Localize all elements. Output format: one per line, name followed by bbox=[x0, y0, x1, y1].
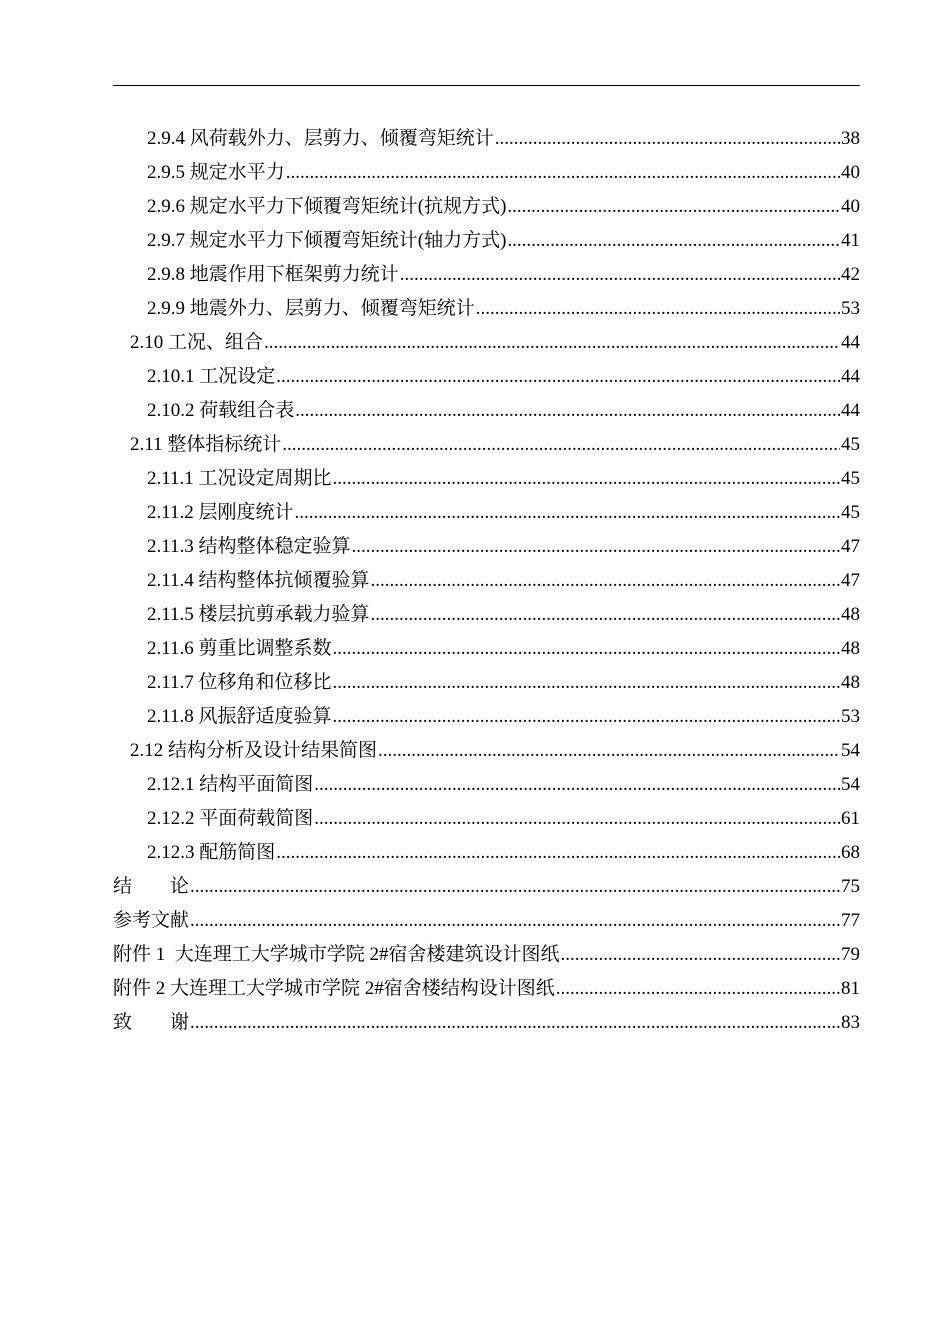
toc-entry-page: 53 bbox=[841, 706, 860, 727]
toc-entry-title: 2.11.4 结构整体抗倾覆验算 bbox=[147, 570, 370, 591]
toc-entry-page: 81 bbox=[841, 978, 860, 999]
toc-dot-leader bbox=[282, 428, 840, 462]
toc-entry-appendix-1 bbox=[113, 938, 860, 972]
toc-entry-title: 2.11.5 楼层抗剪承载力验算 bbox=[147, 604, 370, 625]
toc-dot-leader bbox=[371, 598, 840, 632]
toc-entry bbox=[113, 326, 860, 360]
toc-entry bbox=[113, 734, 860, 768]
toc-entry-title: 2.11.7 位移角和位移比 bbox=[147, 672, 332, 693]
toc-entry-page: 79 bbox=[841, 944, 860, 965]
toc-dot-leader bbox=[286, 156, 840, 190]
toc-dot-leader bbox=[264, 326, 840, 360]
toc-entry-title: 2.9.7 规定水平力下倾覆弯矩统计(轴力方式) bbox=[147, 230, 507, 251]
toc-dot-leader bbox=[190, 1006, 840, 1040]
toc-entry bbox=[113, 700, 860, 734]
toc-entry-title: 附件 2 大连理工大学城市学院 2#宿舍楼结构设计图纸 bbox=[113, 978, 555, 999]
toc-entry-page: 77 bbox=[841, 910, 860, 931]
toc-dot-leader bbox=[556, 972, 840, 1006]
toc-entry bbox=[113, 802, 860, 836]
toc-entry-page: 45 bbox=[841, 502, 860, 523]
toc-entry-page: 54 bbox=[841, 774, 860, 795]
toc-dot-leader bbox=[314, 768, 840, 802]
toc-entry-page: 47 bbox=[841, 570, 860, 591]
toc-entry-title: 2.11.1 工况设定周期比 bbox=[147, 468, 332, 489]
toc-entry bbox=[113, 666, 860, 700]
toc-dot-leader bbox=[190, 904, 840, 938]
toc-entry-title: 附件 1 大连理工大学城市学院 2#宿舍楼建筑设计图纸 bbox=[113, 944, 560, 965]
toc-entry-page: 68 bbox=[841, 842, 860, 863]
toc-entry bbox=[113, 564, 860, 598]
toc-entry bbox=[113, 632, 860, 666]
toc-entry-conclusion bbox=[113, 870, 860, 904]
toc-entry-page: 83 bbox=[841, 1012, 860, 1033]
toc-entry-page: 75 bbox=[841, 876, 860, 897]
toc-entry-title: 2.11.2 层刚度统计 bbox=[147, 502, 294, 523]
toc-entry bbox=[113, 428, 860, 462]
toc-entry-title: 2.11.6 剪重比调整系数 bbox=[147, 638, 332, 659]
toc-entry-page: 48 bbox=[841, 672, 860, 693]
toc-entry-page: 45 bbox=[841, 434, 860, 455]
toc-entry-title: 参考文献 bbox=[113, 910, 190, 931]
toc-dot-leader bbox=[295, 394, 840, 428]
toc-entry-page: 42 bbox=[841, 264, 860, 285]
toc-entry-page: 47 bbox=[841, 536, 860, 557]
toc-entry bbox=[113, 836, 860, 870]
toc-dot-leader bbox=[476, 292, 840, 326]
toc-entry-title: 2.10.2 荷载组合表 bbox=[147, 400, 295, 421]
toc-entry bbox=[113, 462, 860, 496]
toc-dot-leader bbox=[314, 802, 840, 836]
toc-entry-title: 2.12.1 结构平面简图 bbox=[147, 774, 314, 795]
toc-entry-page: 40 bbox=[841, 162, 860, 183]
toc-entry bbox=[113, 156, 860, 190]
toc-entry bbox=[113, 598, 860, 632]
toc-dot-leader bbox=[276, 836, 840, 870]
toc-entry-page: 45 bbox=[841, 468, 860, 489]
toc-entry bbox=[113, 258, 860, 292]
toc-entry-title: 2.10.1 工况设定 bbox=[147, 366, 276, 387]
toc-entry-page: 48 bbox=[841, 638, 860, 659]
table-of-contents bbox=[113, 122, 860, 1040]
toc-dot-leader bbox=[333, 700, 840, 734]
toc-entry-title: 2.10 工况、组合 bbox=[130, 332, 264, 353]
header-rule bbox=[113, 85, 860, 86]
toc-dot-leader bbox=[352, 530, 840, 564]
toc-entry-page: 61 bbox=[841, 808, 860, 829]
toc-entry-title: 2.9.8 地震作用下框架剪力统计 bbox=[147, 264, 399, 285]
toc-dot-leader bbox=[495, 122, 840, 156]
toc-dot-leader bbox=[507, 190, 840, 224]
toc-entry-page: 44 bbox=[841, 332, 860, 353]
toc-dot-leader bbox=[507, 224, 840, 258]
toc-entry-page: 44 bbox=[841, 366, 860, 387]
toc-entry-appendix-2 bbox=[113, 972, 860, 1006]
toc-entry bbox=[113, 190, 860, 224]
toc-entry-page: 40 bbox=[841, 196, 860, 217]
toc-entry-page: 54 bbox=[841, 740, 860, 761]
toc-entry bbox=[113, 394, 860, 428]
toc-entry-page: 38 bbox=[841, 128, 860, 149]
toc-entry-page: 41 bbox=[841, 230, 860, 251]
toc-entry bbox=[113, 768, 860, 802]
toc-entry-title: 结 论 bbox=[113, 876, 190, 897]
toc-entry-title: 2.9.6 规定水平力下倾覆弯矩统计(抗规方式) bbox=[147, 196, 507, 217]
toc-entry-title: 2.9.5 规定水平力 bbox=[147, 162, 285, 183]
toc-entry-title: 2.11.8 风振舒适度验算 bbox=[147, 706, 332, 727]
toc-entry bbox=[113, 292, 860, 326]
toc-entry-page: 53 bbox=[841, 298, 860, 319]
toc-entry-acknowledgements bbox=[113, 1006, 860, 1040]
toc-entry bbox=[113, 360, 860, 394]
toc-entry-title: 2.11 整体指标统计 bbox=[130, 434, 282, 455]
toc-entry bbox=[113, 530, 860, 564]
toc-dot-leader bbox=[378, 734, 840, 768]
toc-dot-leader bbox=[371, 564, 840, 598]
toc-entry-title: 2.9.9 地震外力、层剪力、倾覆弯矩统计 bbox=[147, 298, 475, 319]
toc-entry-title: 2.12.2 平面荷载简图 bbox=[147, 808, 314, 829]
toc-entry-title: 2.12 结构分析及设计结果简图 bbox=[130, 740, 378, 761]
toc-dot-leader bbox=[333, 632, 840, 666]
toc-entry-page: 48 bbox=[841, 604, 860, 625]
toc-dot-leader bbox=[333, 666, 840, 700]
toc-entry bbox=[113, 122, 860, 156]
toc-dot-leader bbox=[190, 870, 840, 904]
toc-dot-leader bbox=[276, 360, 840, 394]
toc-entry-title: 致 谢 bbox=[113, 1012, 190, 1033]
toc-entry-title: 2.12.3 配筋简图 bbox=[147, 842, 276, 863]
toc-entry-page: 44 bbox=[841, 400, 860, 421]
toc-dot-leader bbox=[295, 496, 840, 530]
toc-entry bbox=[113, 496, 860, 530]
toc-entry-title: 2.11.3 结构整体稳定验算 bbox=[147, 536, 351, 557]
toc-dot-leader bbox=[561, 938, 840, 972]
toc-dot-leader bbox=[400, 258, 840, 292]
toc-dot-leader bbox=[333, 462, 840, 496]
toc-entry-references bbox=[113, 904, 860, 938]
toc-entry bbox=[113, 224, 860, 258]
toc-entry-title: 2.9.4 风荷载外力、层剪力、倾覆弯矩统计 bbox=[147, 128, 494, 149]
